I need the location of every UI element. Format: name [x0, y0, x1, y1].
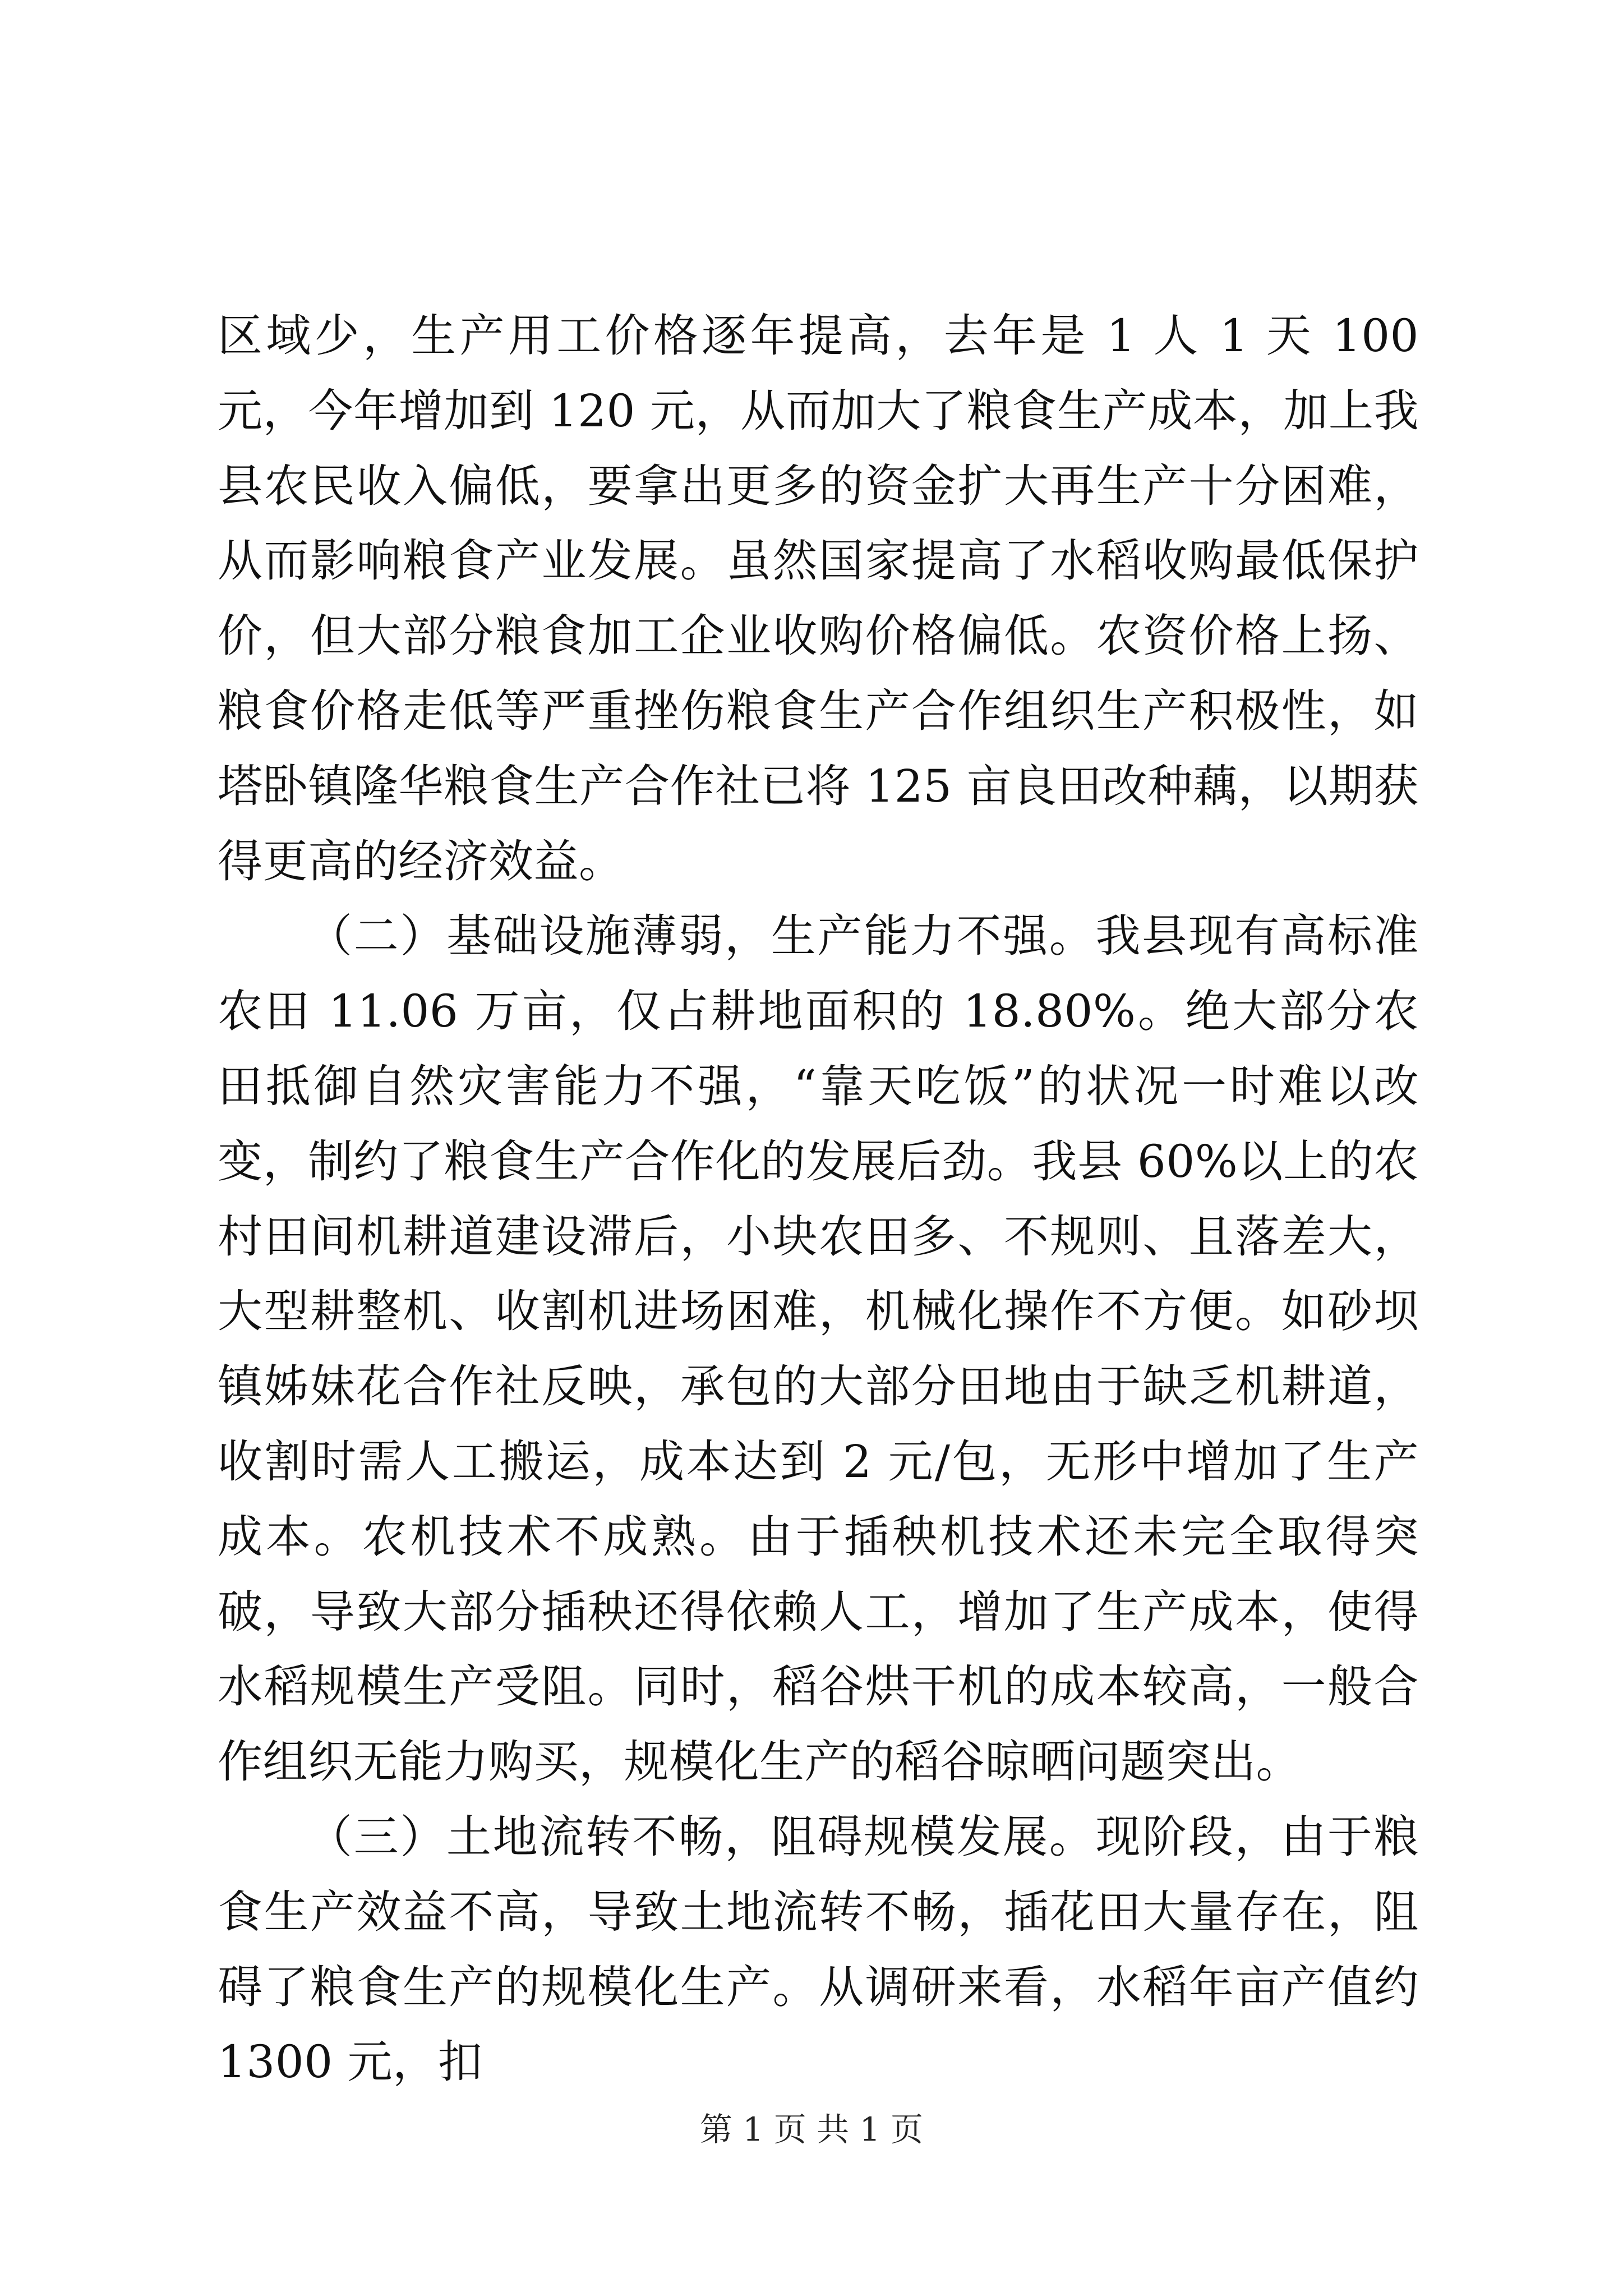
- page-footer: 第 1 页 共 1 页: [700, 2110, 923, 2148]
- paragraph-3: （三）土地流转不畅，阻碍规模发展。现阶段，由于粮食生产效益不高，导致土地流转不畅，插花田大量存在，阻碍了粮食生产的规模化生产。从调研来看，水稻年亩产值约 1300 元，扣: [218, 1810, 1419, 2088]
- document-body: [218, 298, 1419, 2100]
- paragraph-2: （二）基础设施薄弱，生产能力不强。我县现有高标准农田 11.06 万亩，仅占耕地面积的 18.80%。绝大部分农田抵御自然灾害能力不强，“靠天吃饭”的状况一时难以改变，制约了粮食生产合作化的发展后劲。我县 60%以上的农村田间机耕道建设滞后，小块农田多、不规则、且落差大，大型耕整机、收割机进场困难，机械化操作不方便。如砂坝镇姊妹花合作社反映，承包的大部分田地由于缺乏机耕道，收割时需人工搬运，成本达到 2 元/包，无形中增加了生产成本。农机技术不成熟。由于插秧机技术还未完全取得突破，导致大部分插秧还得依赖人工，增加了生产成本，使得水稻规模生产受阻。同时，稻谷烘干机的成本较高，一般合作组织无能力购买，规模化生产的稻谷晾晒问题突出。: [218, 910, 1419, 1788]
- paragraph-1: 区域少，生产用工价格逐年提高，去年是 1 人 1 天 100 元，今年增加到 120 元，从而加大了粮食生产成本，加上我县农民收入偏低，要拿出更多的资金扩大再生产十分困难，从而影响粮食产业发展。虽然国家提高了水稻收购最低保护价，但大部分粮食加工企业收购价格偏低。农资价格上扬、粮食价格走低等严重挫伤粮食生产合作组织生产积极性，如塔卧镇隆华粮食生产合作社已将 125 亩良田改种藕，以期获得更高的经济效益。: [218, 310, 1419, 887]
